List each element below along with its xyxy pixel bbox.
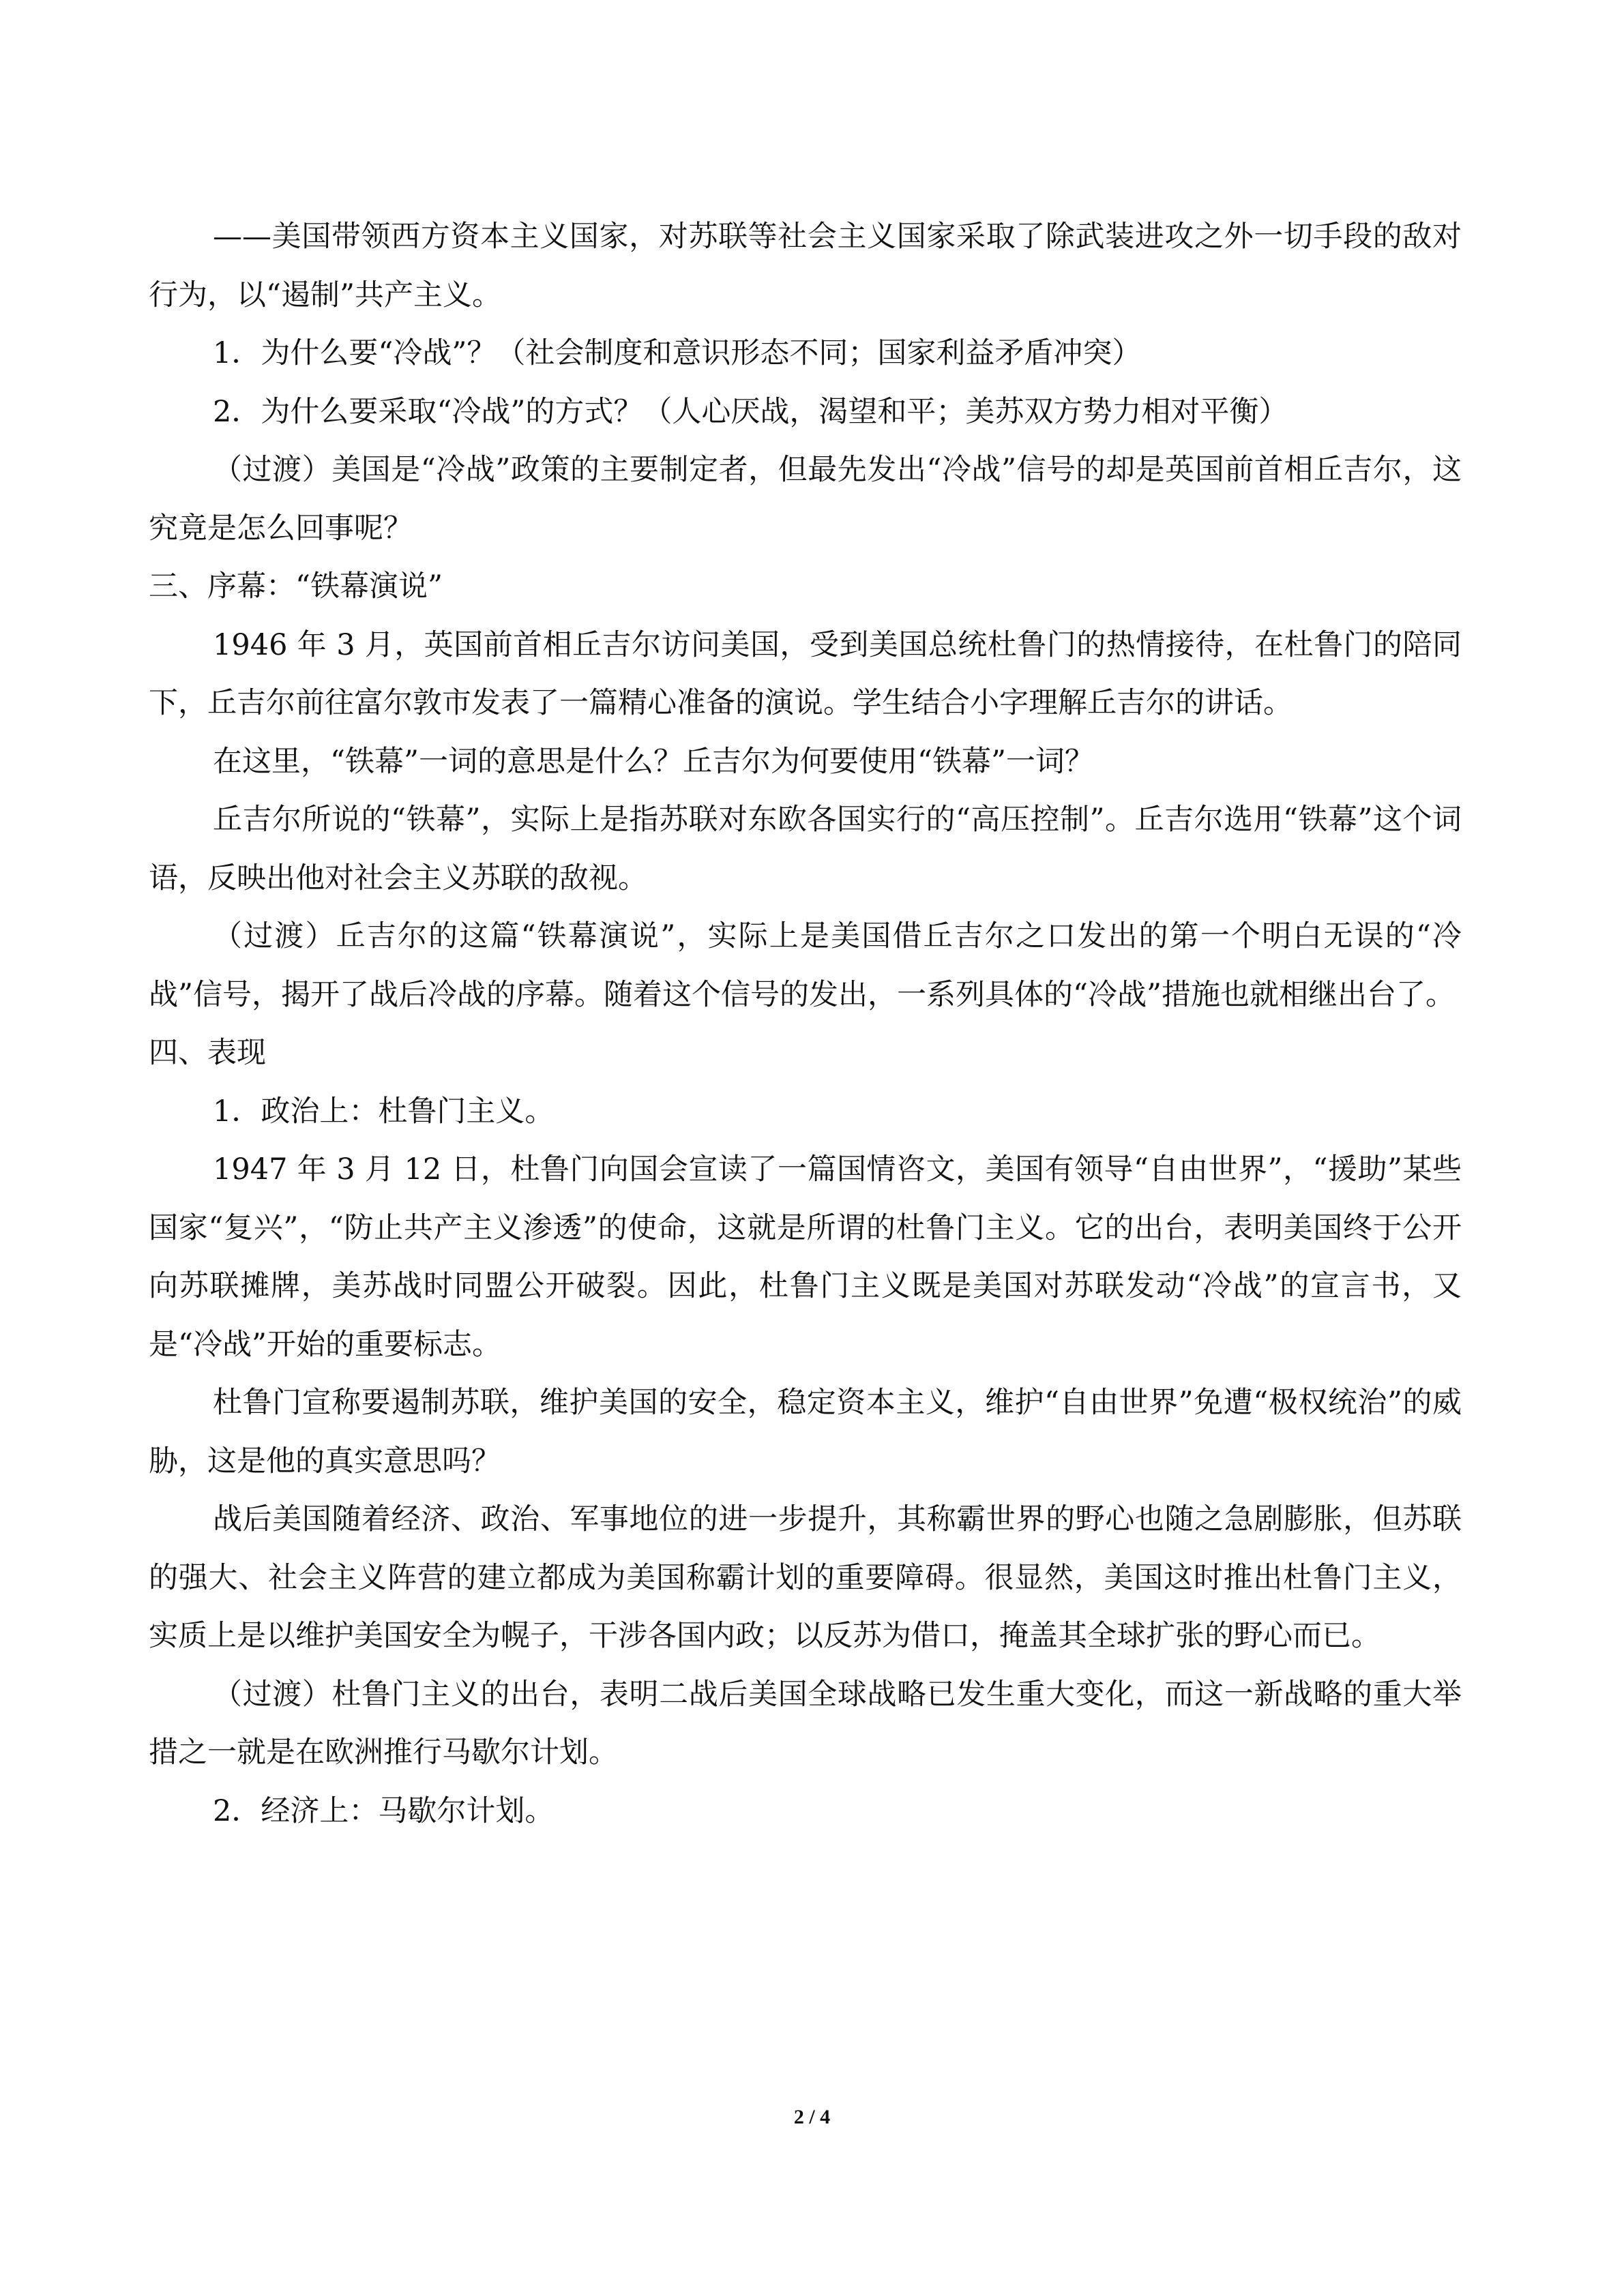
- question-why-cold-war-method: 2．为什么要采取“冷战”的方式？（人心厌战，渴望和平；美苏双方势力相对平衡）: [213, 394, 1288, 429]
- paragraph-cold-war-definition: ——美国带领西方资本主义国家，对苏联等社会主义国家采取了除武装进攻之外一切手段的敌对行为，以“遏制”共产主义。: [149, 220, 1462, 312]
- transition-marshall-plan: （过渡）杜鲁门主义的出台，表明二战后美国全球战略已发生重大变化，而这一新战略的重大举措之一就是在欧洲推行马歇尔计划。: [149, 1677, 1462, 1770]
- subheading-truman-doctrine: 1．政治上：杜鲁门主义。: [213, 1094, 555, 1129]
- paragraph-iron-curtain-meaning: 丘吉尔所说的“铁幕”，实际上是指苏联对东欧各国实行的“高压控制”。丘吉尔选用“铁幕”这个词语，反映出他对社会主义苏联的敌视。: [149, 803, 1462, 895]
- paragraph-truman-analysis: 战后美国随着经济、政治、军事地位的进一步提升，其称霸世界的野心也随之急剧膨胀，但苏联的强大、社会主义阵营的建立都成为美国称霸计划的重要障碍。很显然，美国这时推出杜鲁门主义，实质上是以维护美国安全为幌子，干涉各国内政；以反苏为借口，掩盖其全球扩张的野心而已。: [149, 1502, 1462, 1653]
- paragraph-churchill-visit: 1946 年 3 月，英国前首相丘吉尔访问美国，受到美国总统杜鲁门的热情接待，在杜鲁门的陪同下，丘吉尔前往富尔敦市发表了一篇精心准备的演说。学生结合小字理解丘吉尔的讲话。: [149, 627, 1462, 720]
- transition-churchill: （过渡）美国是“冷战”政策的主要制定者，但最先发出“冷战”信号的却是英国前首相丘吉尔，这究竟是怎么回事呢？: [149, 453, 1462, 546]
- page-number: 2 / 4: [793, 2106, 831, 2128]
- paragraph-truman-doctrine: 1947 年 3 月 12 日，杜鲁门向国会宣读了一篇国情咨文，美国有领导“自由世界”，“援助”某些国家“复兴”，“防止共产主义渗透”的使命，这就是所谓的杜鲁门主义。它的出台，表明美国终于公开向苏联摊牌，美苏战时同盟公开破裂。因此，杜鲁门主义既是美国对苏联发动“冷战”的宣言书，又是“冷战”开始的重要标志。: [149, 1152, 1462, 1362]
- section-heading-prelude: 三、序幕：“铁幕演说”: [149, 569, 443, 603]
- subheading-marshall-plan: 2．经济上：马歇尔计划。: [213, 1793, 555, 1828]
- question-why-cold-war: 1．为什么要“冷战”？（社会制度和意识形态不同；国家利益矛盾冲突）: [213, 336, 1142, 370]
- transition-iron-curtain-speech: （过渡）丘吉尔的这篇“铁幕演说”，实际上是美国借丘吉尔之口发出的第一个明白无误的“冷战”信号，揭开了战后冷战的序幕。随着这个信号的发出，一系列具体的“冷战”措施也就相继出台了。: [149, 919, 1462, 1012]
- document-body: [149, 208, 1462, 1840]
- question-truman-intent: 杜鲁门宣称要遏制苏联，维护美国的安全，稳定资本主义，维护“自由世界”免遭“极权统治”的威胁，这是他的真实意思吗？: [149, 1386, 1462, 1478]
- question-iron-curtain: 在这里，“铁幕”一词的意思是什么？丘吉尔为何要使用“铁幕”一词？: [213, 744, 1094, 779]
- section-heading-manifestations: 四、表现: [149, 1036, 266, 1070]
